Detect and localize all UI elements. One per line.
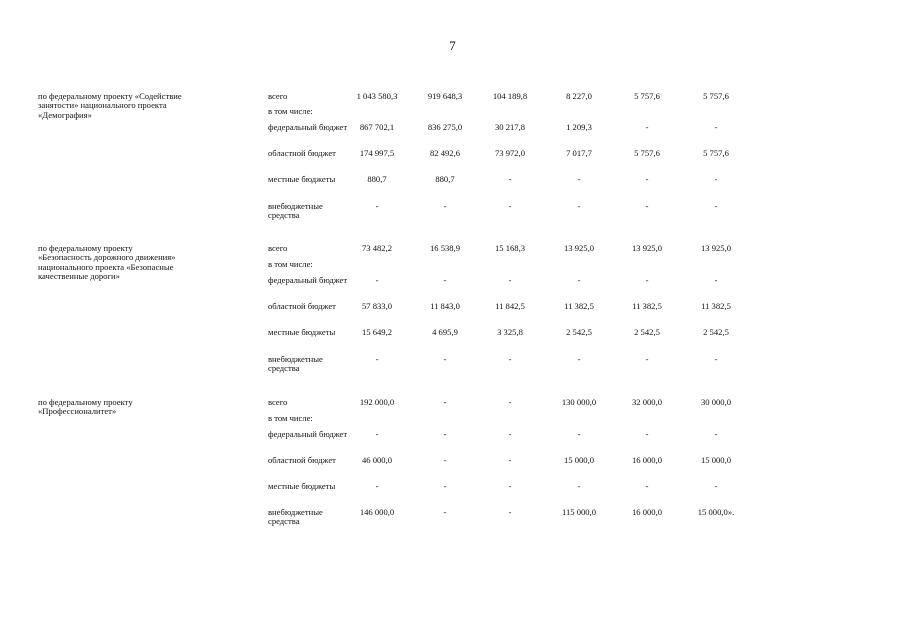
table-row: [0, 508, 905, 534]
value-year-4: 16 000,0: [631, 507, 663, 517]
value-year-4: 5 757,6: [634, 91, 660, 101]
value-year-4: -: [645, 481, 649, 491]
value-year-2: 73 972,0: [494, 148, 526, 158]
value-year-2: -: [508, 397, 512, 407]
row-label: местные бюджеты: [268, 481, 336, 491]
table-row: [0, 202, 905, 228]
value-year-4: -: [645, 122, 649, 132]
project-title: по федеральному проекту «Профессионалитет»: [38, 397, 133, 417]
value-year-3: 1 209,3: [566, 122, 592, 132]
value-year-5: 2 542,5: [703, 327, 729, 337]
value-year-3: 115 000,0: [561, 507, 597, 517]
value-year-4: 16 000,0: [631, 455, 663, 465]
value-year-5: -: [714, 481, 718, 491]
value-year-3: -: [577, 174, 581, 184]
value-total: 174 997,5: [359, 148, 395, 158]
value-year-3: 7 017,7: [566, 148, 592, 158]
page-number: 7: [449, 38, 456, 53]
value-year-3: -: [577, 275, 581, 285]
value-year-3: -: [577, 201, 581, 211]
row-label: в том числе:: [268, 413, 313, 423]
value-total: -: [375, 354, 379, 364]
value-year-3: 13 925,0: [563, 243, 595, 253]
table-row: [0, 355, 905, 381]
value-year-5: 11 382,5: [701, 301, 731, 311]
value-year-4: 13 925,0: [631, 243, 663, 253]
value-year-1: -: [443, 481, 447, 491]
row-label: федеральный бюджет: [268, 122, 348, 132]
value-year-3: 15 000,0: [563, 455, 595, 465]
value-year-5: 5 757,6: [703, 148, 729, 158]
table-row: [0, 175, 905, 201]
project-title: по федеральному проекту «Содействие занятости» национального проекта «Демография»: [38, 91, 182, 120]
value-year-5: 5 757,6: [703, 91, 729, 101]
table-row: [0, 123, 905, 149]
row-label: местные бюджеты: [268, 327, 336, 337]
value-total: 192 000,0: [359, 397, 395, 407]
value-year-3: 130 000,0: [561, 397, 597, 407]
value-year-1: -: [443, 397, 447, 407]
value-year-2: -: [508, 354, 512, 364]
value-year-3: 11 382,5: [564, 301, 594, 311]
value-year-5: 15 000,0».: [697, 507, 735, 517]
value-year-3: 8 227,0: [566, 91, 592, 101]
value-total: -: [375, 481, 379, 491]
value-year-4: -: [645, 275, 649, 285]
value-year-1: -: [443, 455, 447, 465]
value-year-3: -: [577, 481, 581, 491]
value-year-2: 104 189,8: [492, 91, 528, 101]
value-year-3: -: [577, 429, 581, 439]
value-total: -: [375, 275, 379, 285]
table-row: [0, 302, 905, 328]
value-year-1: 16 538,9: [429, 243, 461, 253]
value-year-1: 880,7: [435, 174, 455, 184]
row-label: внебюджетные средства: [268, 354, 323, 374]
value-year-5: -: [714, 354, 718, 364]
value-year-5: 15 000,0: [700, 455, 732, 465]
value-year-1: -: [443, 507, 447, 517]
row-label: областной бюджет: [268, 148, 336, 158]
value-year-5: -: [714, 201, 718, 211]
value-total: 46 000,0: [361, 455, 393, 465]
value-total: 57 833,0: [361, 301, 393, 311]
value-year-1: 836 275,0: [427, 122, 463, 132]
value-year-4: 11 382,5: [632, 301, 662, 311]
table-row: [0, 456, 905, 482]
row-label: местные бюджеты: [268, 174, 336, 184]
value-year-4: 5 757,6: [634, 148, 660, 158]
table-row: [0, 328, 905, 354]
table-row: [0, 276, 905, 302]
row-label: внебюджетные средства: [268, 507, 323, 527]
value-year-1: 4 695,9: [432, 327, 458, 337]
row-label: всего: [268, 91, 288, 101]
value-year-3: -: [577, 354, 581, 364]
value-year-2: -: [508, 201, 512, 211]
value-year-1: 11 843,0: [430, 301, 460, 311]
table-row: [0, 149, 905, 175]
value-year-4: 2 542,5: [634, 327, 660, 337]
value-year-5: -: [714, 429, 718, 439]
value-total: -: [375, 201, 379, 211]
value-year-4: -: [645, 201, 649, 211]
value-total: -: [375, 429, 379, 439]
value-year-1: -: [443, 275, 447, 285]
row-label: федеральный бюджет: [268, 429, 348, 439]
value-year-5: -: [714, 275, 718, 285]
value-year-4: -: [645, 174, 649, 184]
value-year-2: 3 325,8: [497, 327, 523, 337]
value-year-2: -: [508, 455, 512, 465]
value-total: 1 043 580,3: [356, 91, 398, 101]
row-label: всего: [268, 397, 288, 407]
value-year-5: -: [714, 174, 718, 184]
value-year-4: -: [645, 354, 649, 364]
row-label: областной бюджет: [268, 301, 336, 311]
value-year-2: -: [508, 507, 512, 517]
value-year-2: -: [508, 481, 512, 491]
table-row: [0, 482, 905, 508]
value-year-2: -: [508, 275, 512, 285]
value-year-5: 13 925,0: [700, 243, 732, 253]
value-year-2: -: [508, 429, 512, 439]
value-year-5: 30 000,0: [700, 397, 732, 407]
value-year-2: 30 217,8: [494, 122, 526, 132]
value-year-5: -: [714, 122, 718, 132]
value-year-3: 2 542,5: [566, 327, 592, 337]
row-label: областной бюджет: [268, 455, 336, 465]
value-year-4: -: [645, 429, 649, 439]
value-year-1: 919 648,3: [427, 91, 463, 101]
value-year-2: 15 168,3: [494, 243, 526, 253]
value-total: 867 702,1: [359, 122, 395, 132]
value-total: 146 000,0: [359, 507, 395, 517]
value-year-4: 32 000,0: [631, 397, 663, 407]
table-row: [0, 430, 905, 456]
value-total: 15 649,2: [361, 327, 393, 337]
value-year-1: -: [443, 429, 447, 439]
row-label: в том числе:: [268, 259, 313, 269]
row-label: в том числе:: [268, 106, 313, 116]
value-year-2: 11 842,5: [495, 301, 525, 311]
value-year-2: -: [508, 174, 512, 184]
project-title: по федеральному проекту «Безопасность дорожного движения» национального проекта «Безопасные качественные дороги»: [38, 243, 176, 282]
row-label: внебюджетные средства: [268, 201, 323, 221]
value-year-1: -: [443, 201, 447, 211]
row-label: всего: [268, 243, 288, 253]
value-total: 73 482,2: [361, 243, 393, 253]
row-label: федеральный бюджет: [268, 275, 348, 285]
value-total: 880,7: [367, 174, 387, 184]
value-year-1: -: [443, 354, 447, 364]
value-year-1: 82 492,6: [429, 148, 461, 158]
